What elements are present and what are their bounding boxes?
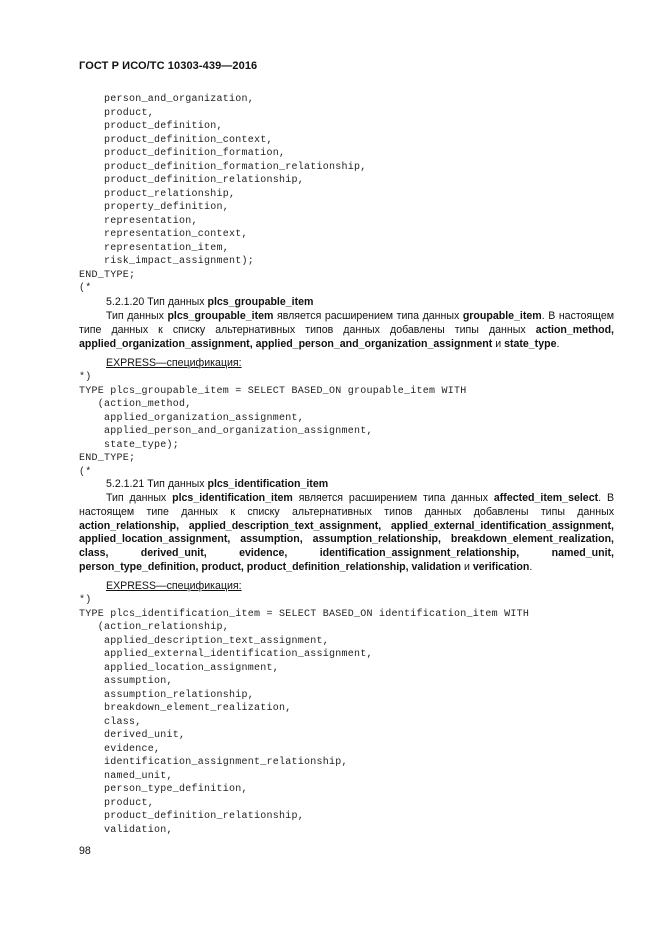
code-line: product_relationship, — [79, 188, 236, 200]
section-paragraph-5-2-1-21 — [79, 492, 614, 575]
section-heading-5-2-1-20 — [106, 296, 313, 308]
code-line: END_TYPE; — [79, 269, 136, 281]
type-name: groupable_item — [462, 310, 542, 322]
code-line: product_definition, — [79, 121, 223, 132]
code-line: (action_relationship, — [79, 622, 230, 633]
code-line: applied_description_text_assignment, — [79, 635, 330, 647]
type-name: plcs_groupable_item — [167, 310, 274, 322]
code-line: product, — [79, 107, 155, 119]
paragraph-text: . — [529, 560, 533, 573]
express-spec-label-1: EXPRESS—спецификация: — [106, 357, 242, 369]
type-name: affected_item_select — [493, 492, 599, 504]
code-line: representation_context, — [79, 229, 248, 240]
code-line: (action_method, — [79, 399, 192, 410]
code-line: product_definition_context, — [79, 134, 273, 146]
code-line: applied_location_assignment, — [79, 662, 280, 674]
code-line: named_unit, — [79, 770, 173, 782]
type-list: action_method, applied_organization_assignment, applied_person_and_organization_assignment — [79, 323, 614, 350]
code-line: END_TYPE; — [79, 453, 136, 464]
heading-number: 5.2.1.20 Тип данных — [106, 296, 208, 308]
paragraph-text: Тип данных — [106, 310, 168, 322]
paragraph-text: . В настоящем типе данных к списку альтернативных типов данных добавлены типы данных — [79, 310, 614, 336]
code-line: validation, — [79, 824, 173, 836]
code-line: property_definition, — [79, 202, 230, 213]
code-line: identification_assignment_relationship, — [79, 757, 348, 768]
code-line: representation, — [79, 215, 198, 227]
paragraph-text: . В настоящем типе данных к списку альтернативных типов данных добавлены типы данных — [79, 492, 615, 518]
code-line: TYPE plcs_identification_item = SELECT BASED_ON identification_item WITH — [79, 608, 530, 620]
code-line: TYPE plcs_groupable_item = SELECT BASED_ON groupable_item WITH — [79, 385, 467, 397]
code-line: product_definition_formation_relationship, — [79, 161, 367, 173]
code-block-2 — [79, 371, 467, 479]
code-line: product, — [79, 797, 155, 809]
code-line: derived_unit, — [79, 730, 186, 741]
paragraph-text: является расширением типа данных — [292, 492, 494, 504]
type-name: plcs_identification_item — [172, 492, 293, 504]
code-block-3 — [79, 594, 529, 837]
code-line: person_type_definition, — [79, 784, 248, 795]
code-line: breakdown_element_realization, — [79, 703, 292, 714]
express-spec-label-2: EXPRESS—спецификация: — [106, 580, 242, 592]
code-line: product_definition_relationship, — [79, 175, 305, 186]
code-line: product_definition_formation, — [79, 148, 286, 159]
heading-type-name: plcs_groupable_item — [207, 296, 314, 308]
code-line: applied_person_and_organization_assignment, — [79, 426, 373, 437]
document-header: ГОСТ Р ИСО/ТС 10303-439—2016 — [79, 60, 258, 72]
code-line: representation_item, — [79, 242, 230, 254]
code-line: (* — [79, 466, 92, 478]
page-number: 98 — [79, 845, 91, 857]
code-line: assumption, — [79, 676, 173, 687]
code-block-1 — [79, 93, 367, 296]
code-line: person_and_organization, — [79, 94, 255, 105]
code-line: class, — [79, 716, 142, 728]
paragraph-text: Тип данных — [106, 492, 173, 504]
code-line: state_type); — [79, 439, 180, 451]
type-name: verification — [472, 560, 530, 573]
type-name: state_type — [504, 337, 557, 350]
heading-type-name: plcs_identification_item — [207, 478, 329, 490]
type-list: action_relationship, applied_description_text_assignment, applied_external_identification_assignment, applied_location_assignment, assumption, assumption_relationship, breakdown_element_realization, class, derived_unit, evidence, identification_assignment_relationship, named_unit, person_type_definition, product, product_definition_relationship, validation — [79, 519, 614, 573]
paragraph-text: и — [461, 560, 473, 573]
code-line: applied_organization_assignment, — [79, 412, 305, 424]
heading-number: 5.2.1.21 Тип данных — [106, 478, 208, 490]
section-paragraph-5-2-1-20 — [79, 310, 614, 351]
code-line: *) — [79, 372, 92, 383]
code-line: evidence, — [79, 743, 161, 755]
paragraph-text: . — [556, 337, 560, 350]
section-heading-5-2-1-21 — [106, 478, 328, 490]
code-line: (* — [79, 283, 92, 294]
paragraph-text: является расширением типа данных — [273, 310, 463, 322]
code-line: applied_external_identification_assignment, — [79, 649, 373, 660]
code-line: risk_impact_assignment); — [79, 256, 255, 267]
code-line: assumption_relationship, — [79, 689, 255, 701]
code-line: product_definition_relationship, — [79, 811, 305, 822]
code-line: *) — [79, 595, 92, 606]
paragraph-text: и — [492, 337, 505, 350]
